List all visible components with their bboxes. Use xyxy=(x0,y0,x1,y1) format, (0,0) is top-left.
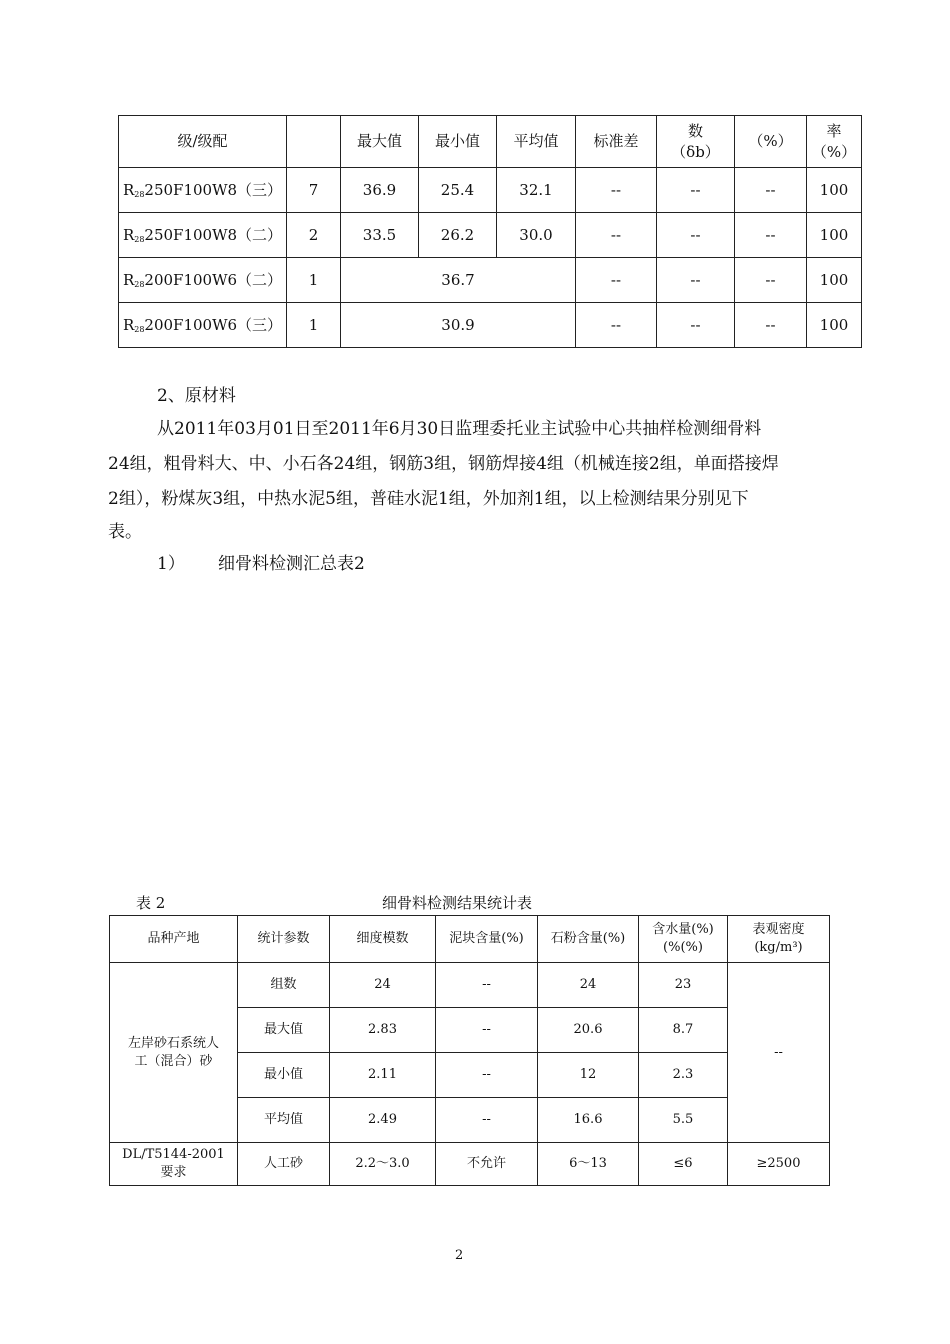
header-cell xyxy=(657,116,735,168)
grade-prefix: R xyxy=(122,270,135,289)
source-line: 工（混合）砂 xyxy=(134,1053,213,1069)
param-cell: 最小值 xyxy=(238,1053,330,1098)
header-line: 表观密度 xyxy=(752,922,805,938)
paragraph-line: 24组，粗骨料大、中、小石各24组，钢筋3组，钢筋焊接4组（机械连接2组，单面搭接焊 xyxy=(108,454,779,474)
merged-value-cell: 30.9 xyxy=(341,303,576,348)
grade-cell xyxy=(119,303,287,348)
std-cell: -- xyxy=(576,168,657,213)
header-cell: 石粉含量(%) xyxy=(538,916,639,963)
avg-cell: 32.1 xyxy=(497,168,576,213)
rate-cell: 100 xyxy=(807,168,862,213)
header-cell xyxy=(728,916,830,963)
max-cell: 36.9 xyxy=(341,168,419,213)
paragraph-line: 表。 xyxy=(108,522,142,542)
table-row xyxy=(119,213,862,258)
pct-cell: -- xyxy=(735,213,807,258)
water-cell: 23 xyxy=(639,963,728,1008)
grade-subscript: 28 xyxy=(134,324,145,334)
header-cell: 泥块含量(%) xyxy=(436,916,538,963)
paragraph-line: 2组），粉煤灰3组，中热水泥5组，普硅水泥1组，外加剂1组，以上检测结果分别见下 xyxy=(108,489,749,509)
standard-cell xyxy=(110,1143,238,1186)
count-cell: 7 xyxy=(287,168,341,213)
grade-text: 250F100W8（二） xyxy=(144,225,283,244)
requirement-row xyxy=(110,1143,830,1186)
header-cell xyxy=(807,116,862,168)
clay-cell: -- xyxy=(436,963,538,1008)
param-cell: 平均值 xyxy=(238,1098,330,1143)
header-line: (%(%) xyxy=(663,940,703,955)
table-title: 细骨料检测结果统计表 xyxy=(382,894,533,912)
grade-cell xyxy=(119,258,287,303)
fineness-cell: 2.49 xyxy=(330,1098,436,1143)
header-cell: 级/级配 xyxy=(119,116,287,168)
header-cell: 最大值 xyxy=(341,116,419,168)
std-cell: -- xyxy=(576,258,657,303)
table-header-row xyxy=(110,916,830,963)
header-line: （δb） xyxy=(671,142,720,161)
grade-prefix: R xyxy=(122,315,135,334)
source-line: 左岸砂石系统人 xyxy=(127,1035,219,1051)
param-cell: 组数 xyxy=(238,963,330,1008)
header-line: 率 xyxy=(826,122,842,141)
header-cell: 细度模数 xyxy=(330,916,436,963)
header-cell: 标准差 xyxy=(576,116,657,168)
count-cell: 2 xyxy=(287,213,341,258)
rate-cell: 100 xyxy=(807,213,862,258)
fineness-cell: 2.11 xyxy=(330,1053,436,1098)
rate-cell: 100 xyxy=(807,258,862,303)
powder-cell: 6～13 xyxy=(538,1143,639,1186)
grade-text: 250F100W8（三） xyxy=(144,180,283,199)
grade-subscript: 28 xyxy=(134,189,145,199)
fineness-cell: 2.83 xyxy=(330,1008,436,1053)
header-cell: 最小值 xyxy=(419,116,497,168)
strength-table xyxy=(118,115,862,348)
std-cell: -- xyxy=(576,213,657,258)
clay-cell: -- xyxy=(436,1098,538,1143)
clay-cell: -- xyxy=(436,1008,538,1053)
rate-cell: 100 xyxy=(807,303,862,348)
pct-cell: -- xyxy=(735,258,807,303)
clay-cell: 不允许 xyxy=(436,1143,538,1186)
header-cell: 统计参数 xyxy=(238,916,330,963)
grade-prefix: R xyxy=(122,225,135,244)
subsection-number: 1） xyxy=(157,554,185,574)
water-cell: 8.7 xyxy=(639,1008,728,1053)
cv-cell: -- xyxy=(657,168,735,213)
powder-cell: 24 xyxy=(538,963,639,1008)
header-line: （%） xyxy=(811,142,857,161)
grade-text: 200F100W6（三） xyxy=(144,315,283,334)
cv-cell: -- xyxy=(657,303,735,348)
page-number: 2 xyxy=(455,1248,464,1263)
param-cell: 最大值 xyxy=(238,1008,330,1053)
header-line: 数 xyxy=(687,122,703,141)
water-cell: 5.5 xyxy=(639,1098,728,1143)
density-cell: -- xyxy=(728,963,830,1143)
cv-cell: -- xyxy=(657,213,735,258)
grade-subscript: 28 xyxy=(134,279,145,289)
grade-cell xyxy=(119,213,287,258)
grade-prefix: R xyxy=(122,180,135,199)
header-cell: 平均值 xyxy=(497,116,576,168)
fineness-cell: 2.2～3.0 xyxy=(330,1143,436,1186)
min-cell: 26.2 xyxy=(419,213,497,258)
table-row xyxy=(110,963,830,1008)
grade-subscript: 28 xyxy=(134,234,145,244)
water-cell: 2.3 xyxy=(639,1053,728,1098)
table-header-row xyxy=(119,116,862,168)
header-line: 含水量(%) xyxy=(652,922,714,938)
section-heading: 2、原材料 xyxy=(157,386,236,406)
header-cell xyxy=(287,116,341,168)
standard-line: 要求 xyxy=(160,1165,187,1180)
count-cell: 1 xyxy=(287,303,341,348)
paragraph-line: 从2011年03月01日至2011年6月30日监理委托业主试验中心共抽样检测细骨料 xyxy=(157,419,762,439)
pct-cell: -- xyxy=(735,168,807,213)
header-cell xyxy=(639,916,728,963)
header-line: (kg/m³) xyxy=(754,940,803,955)
merged-value-cell: 36.7 xyxy=(341,258,576,303)
water-cell: ≤6 xyxy=(639,1143,728,1186)
header-cell: （%） xyxy=(735,116,807,168)
cv-cell: -- xyxy=(657,258,735,303)
min-cell: 25.4 xyxy=(419,168,497,213)
grade-cell xyxy=(119,168,287,213)
subsection-title: 细骨料检测汇总表2 xyxy=(218,554,365,574)
powder-cell: 12 xyxy=(538,1053,639,1098)
avg-cell: 30.0 xyxy=(497,213,576,258)
table-label: 表 2 xyxy=(136,894,166,912)
source-cell xyxy=(110,963,238,1143)
grade-text: 200F100W6（二） xyxy=(144,270,283,289)
std-cell: -- xyxy=(576,303,657,348)
powder-cell: 16.6 xyxy=(538,1098,639,1143)
table-row xyxy=(119,303,862,348)
fine-aggregate-table xyxy=(109,915,830,1186)
standard-line: DL/T5144-2001 xyxy=(122,1147,225,1163)
powder-cell: 20.6 xyxy=(538,1008,639,1053)
pct-cell: -- xyxy=(735,303,807,348)
clay-cell: -- xyxy=(436,1053,538,1098)
table-row xyxy=(119,258,862,303)
max-cell: 33.5 xyxy=(341,213,419,258)
density-cell: ≥2500 xyxy=(728,1143,830,1186)
header-cell: 品种产地 xyxy=(110,916,238,963)
count-cell: 1 xyxy=(287,258,341,303)
table-row xyxy=(119,168,862,213)
fineness-cell: 24 xyxy=(330,963,436,1008)
param-cell: 人工砂 xyxy=(238,1143,330,1186)
